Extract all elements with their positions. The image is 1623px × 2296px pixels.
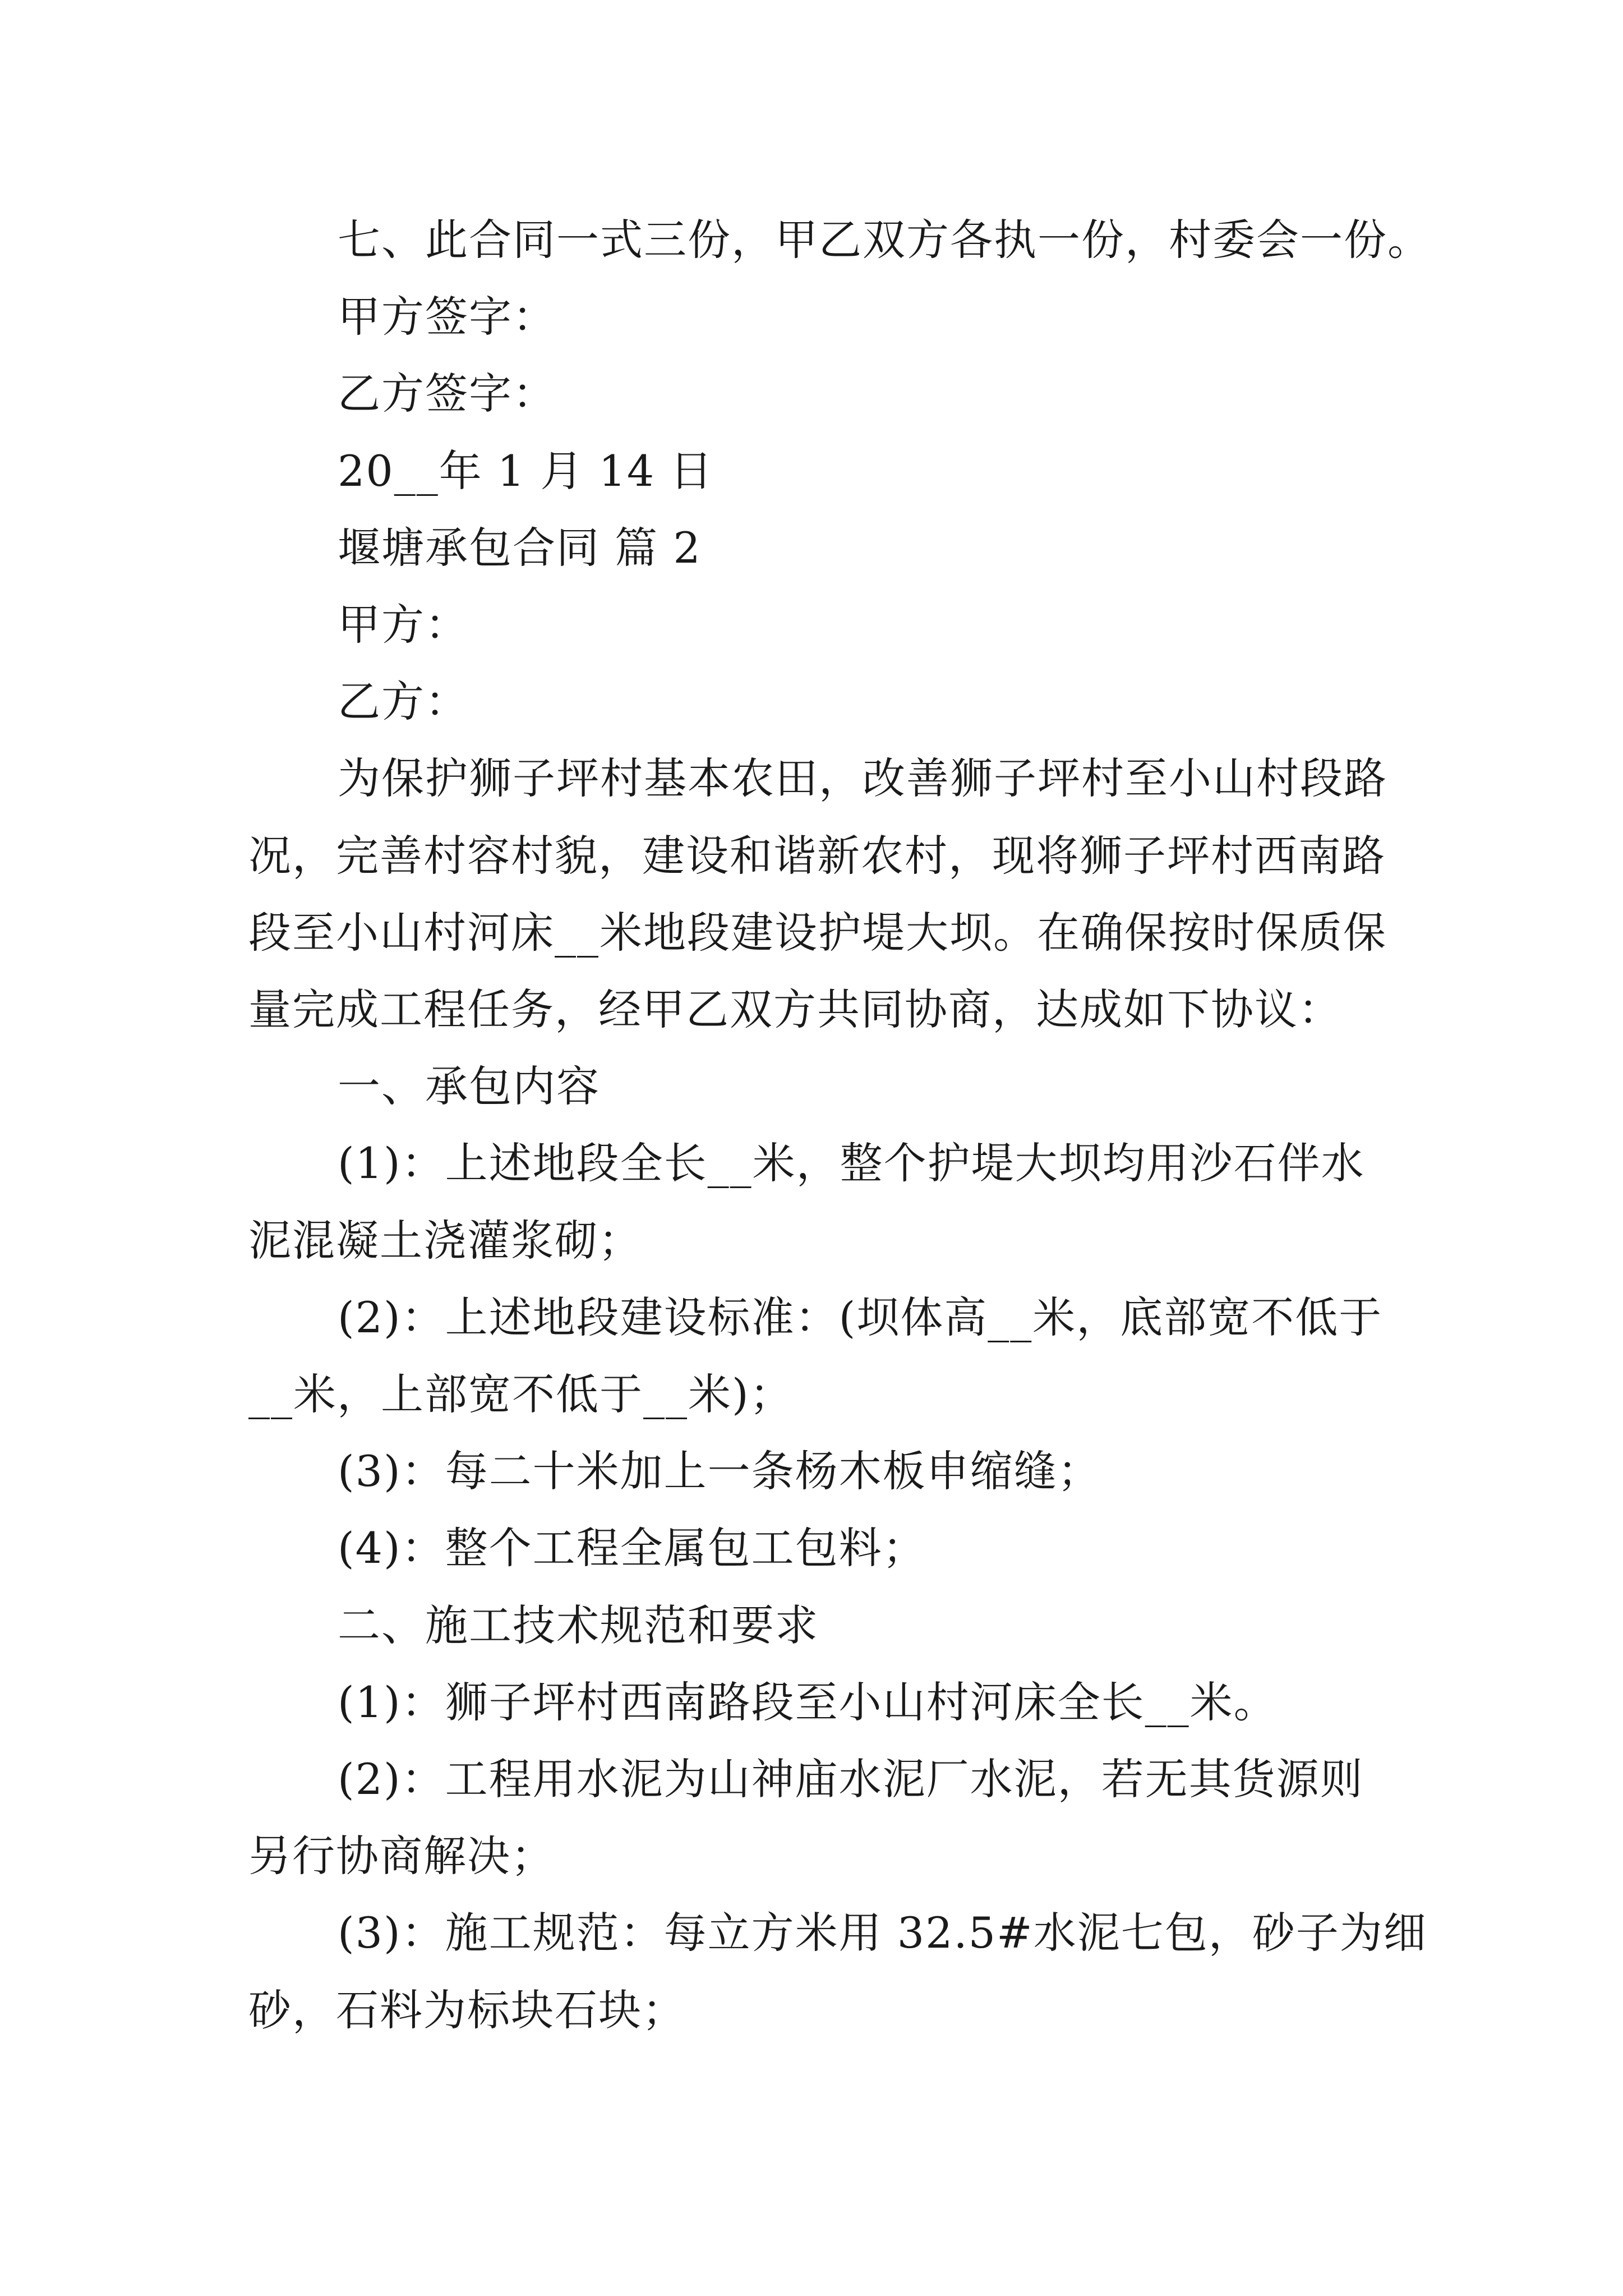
preamble-line-1: 为保护狮子坪村基本农田，改善狮子坪村至小山村段路 <box>338 753 1387 803</box>
preamble-line-4: 量完成工程任务，经甲乙双方共同协商，达成如下协议： <box>248 984 1342 1034</box>
section-2-item-2-line-1: (2)：工程用水泥为山神庙水泥厂水泥，若无其货源则 <box>338 1754 1364 1804</box>
preamble-line-3: 段至小山村河床__米地段建设护堤大坝。在确保按时保质保 <box>248 908 1387 958</box>
section-1-item-4: (4)：整个工程全属包工包料； <box>338 1523 926 1573</box>
contract-title: 堰塘承包合同 篇 2 <box>338 523 702 573</box>
section-2-item-2-line-2: 另行协商解决； <box>248 1831 555 1881</box>
party-b-label: 乙方： <box>338 677 469 726</box>
section-2-item-3-line-2: 砂，石料为标块石块； <box>248 1985 686 2035</box>
section-1-item-3: (3)：每二十米加上一条杨木板申缩缝； <box>338 1446 1101 1496</box>
section-1-item-1-line-2: 泥混凝土浇灌浆砌； <box>248 1216 642 1266</box>
clause-7-copies: 七、此合同一式三份，甲乙双方各执一份，村委会一份。 <box>338 215 1431 265</box>
preamble-line-2: 况，完善村容村貌，建设和谐新农村，现将狮子坪村西南路 <box>248 831 1386 881</box>
signing-date: 20__年 1 月 14 日 <box>338 446 714 496</box>
party-a-label: 甲方： <box>338 600 469 650</box>
section-1-item-1-line-1: (1)：上述地段全长__米，整个护堤大坝均用沙石伴水 <box>338 1138 1365 1188</box>
section-1-item-2-line-1: (2)：上述地段建设标准：(坝体高__米，底部宽不低于 <box>338 1292 1383 1342</box>
party-a-signature-label: 甲方签字： <box>338 292 556 342</box>
section-2-item-1: (1)：狮子坪村西南路段至小山村河床全长__米。 <box>338 1677 1278 1727</box>
party-b-signature-label: 乙方签字： <box>338 369 556 418</box>
section-1-item-2-line-2: __米，上部宽不低于__米)； <box>248 1369 794 1419</box>
section-2-heading: 二、施工技术规范和要求 <box>338 1600 819 1650</box>
section-1-heading: 一、承包内容 <box>338 1061 600 1111</box>
section-2-item-3-line-1: (3)：施工规范：每立方米用 32.5#水泥七包，砂子为细 <box>338 1908 1427 1958</box>
